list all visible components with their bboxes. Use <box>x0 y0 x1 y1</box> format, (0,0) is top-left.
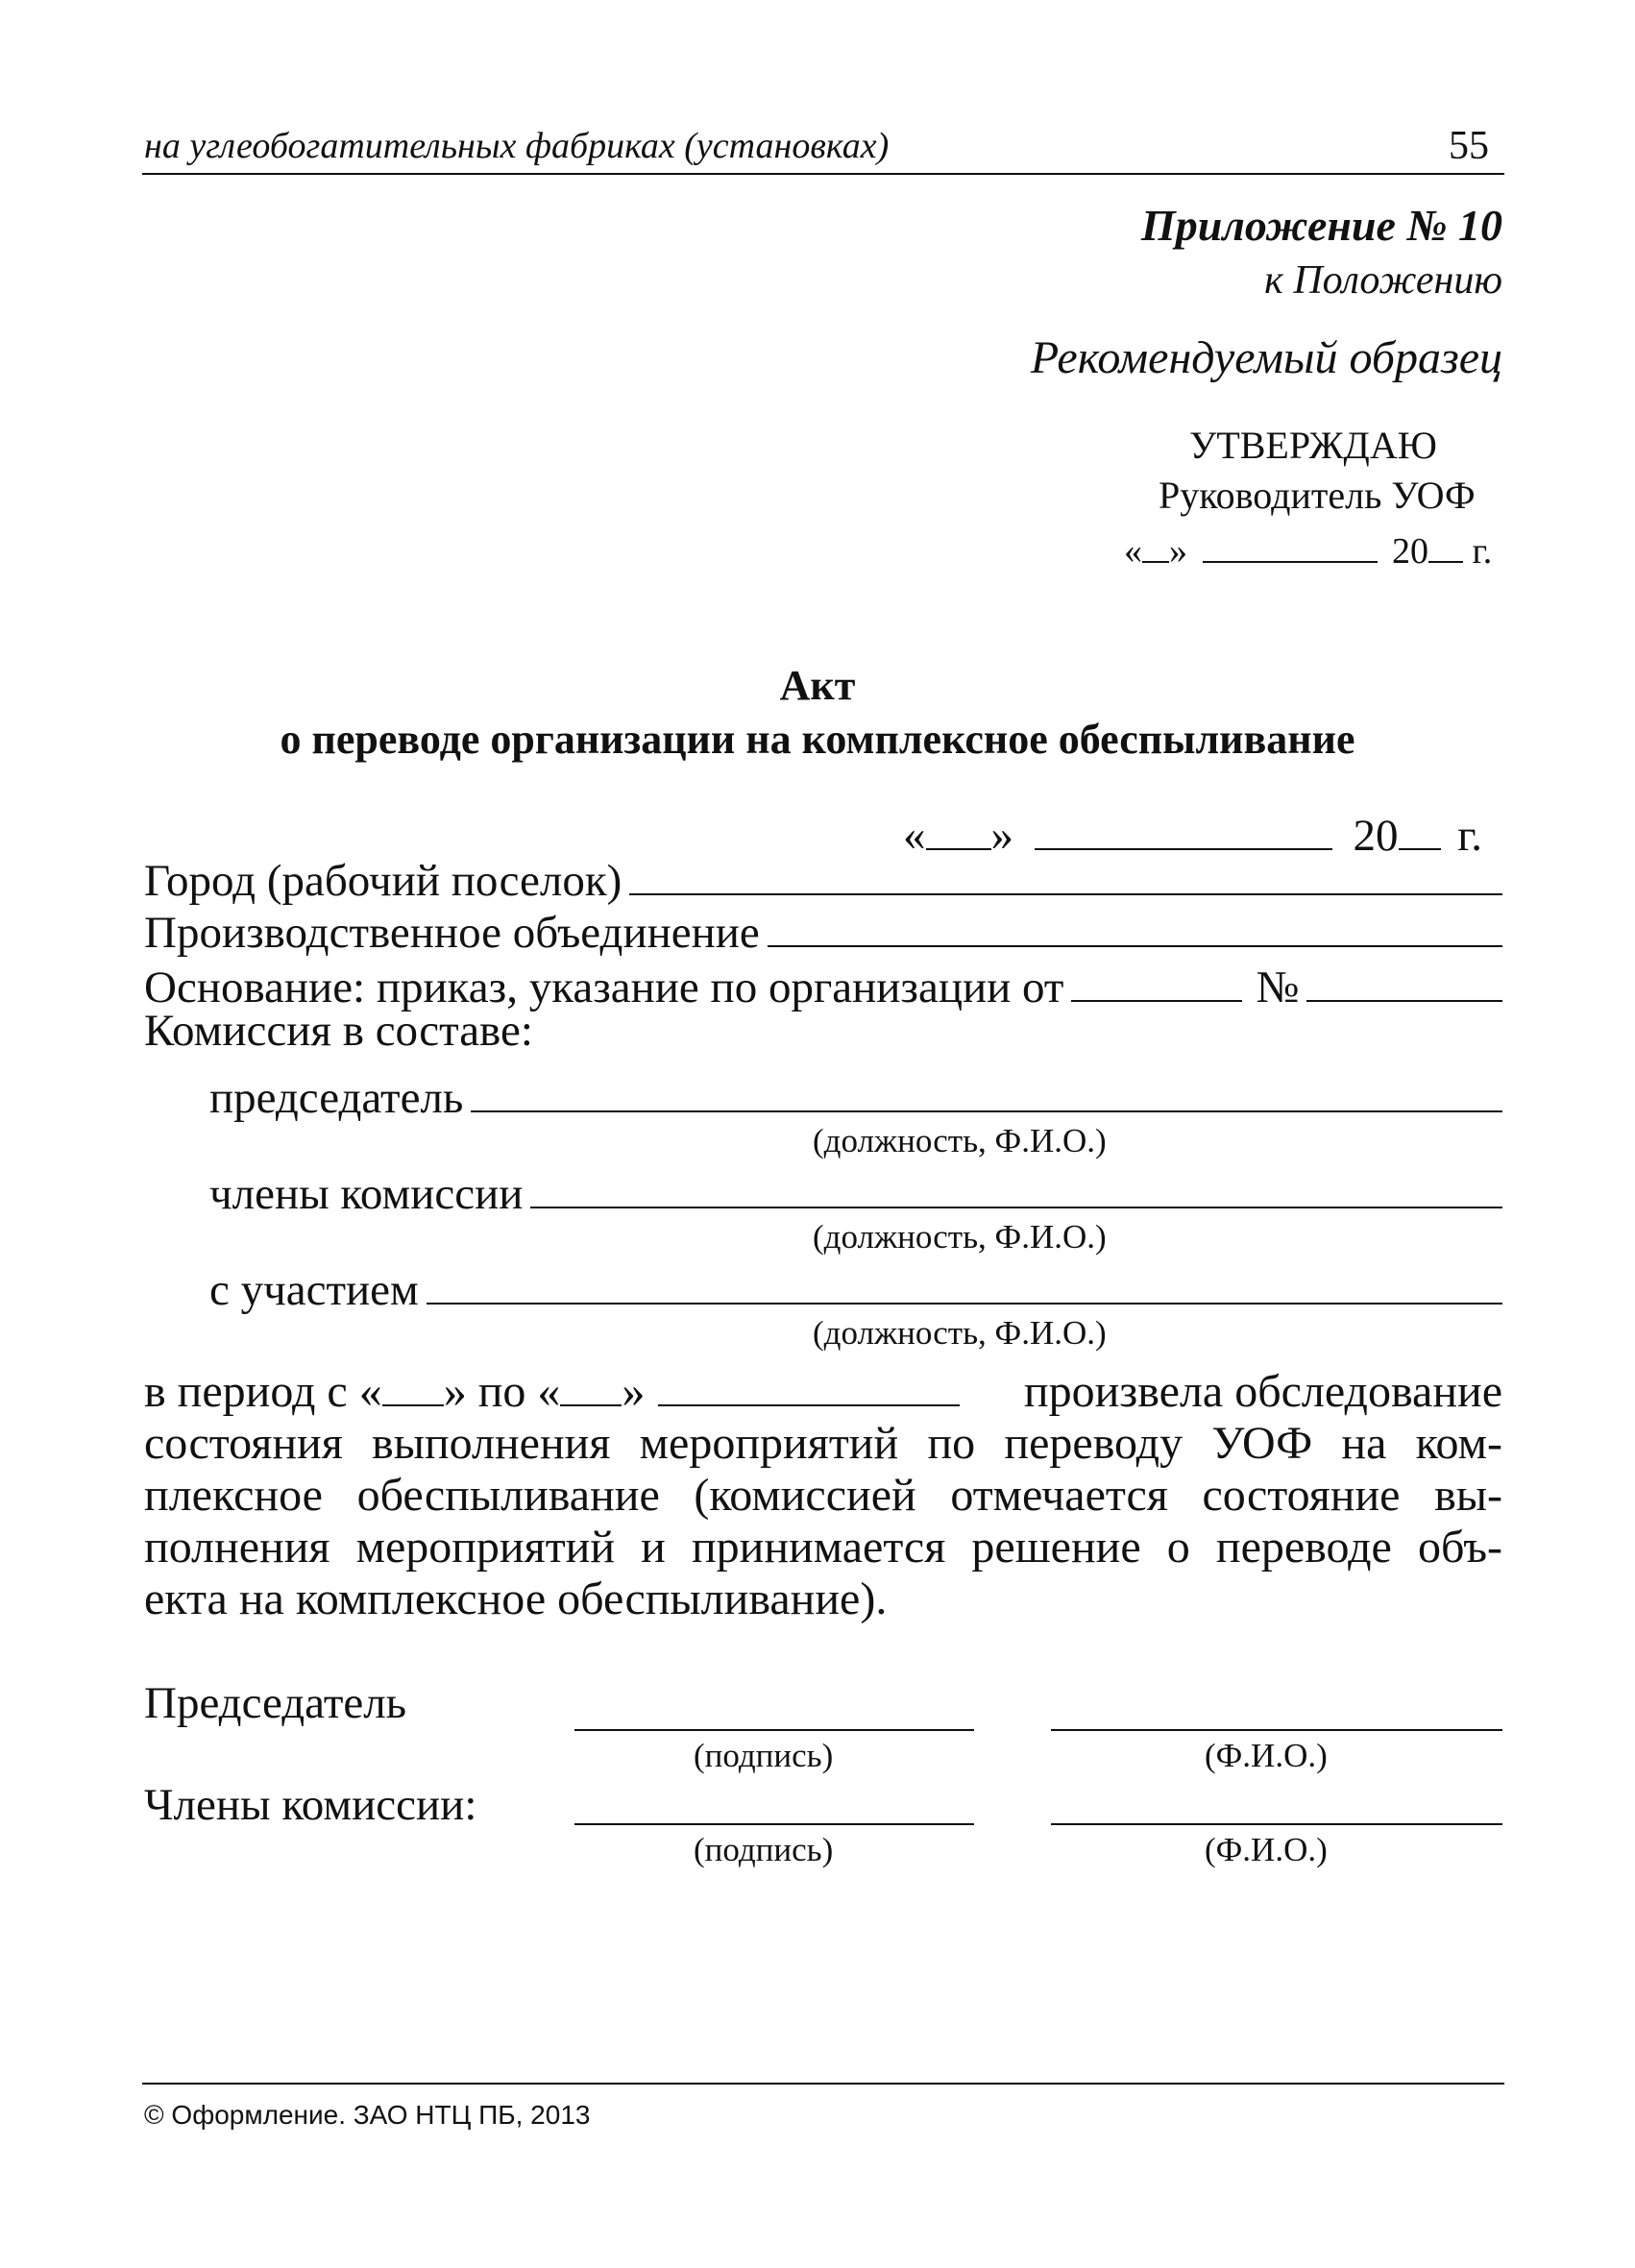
period-start-blank <box>382 1360 444 1406</box>
approval-quote-close: » <box>1169 531 1187 573</box>
basis-date-blank <box>1071 957 1242 1002</box>
chairman-name-caption: (Ф.И.О.) <box>1205 1737 1328 1774</box>
members-caption: (должность, Ф.И.О.) <box>813 1218 1107 1256</box>
approval-year-blank <box>1428 526 1463 563</box>
paragraph-line-3: плексное обеспыливание (комиссией отмечается состояние вы- <box>144 1469 1502 1521</box>
chairman-signature-caption: (подпись) <box>694 1737 834 1774</box>
city-label: Город (рабочий поселок) <box>144 856 622 907</box>
approval-role: Руководитель УОФ <box>1159 474 1476 517</box>
period-mid: » по « <box>443 1365 561 1417</box>
chairman-blank <box>471 1070 1502 1112</box>
participation-caption: (должность, Ф.И.О.) <box>813 1314 1107 1352</box>
date-year-blank <box>1399 805 1441 850</box>
appendix-subtitle: к Положению <box>1264 258 1502 303</box>
signature-chairman-label: Председатель <box>144 1678 407 1728</box>
date-year-suffix: г. <box>1457 810 1482 861</box>
commission-label: Комиссия в составе: <box>144 1006 533 1056</box>
approval-year-prefix: 20 <box>1392 531 1428 573</box>
period-month-blank <box>658 1360 960 1406</box>
association-blank <box>768 905 1502 947</box>
period-end-blank <box>560 1360 622 1406</box>
approval-quote-open: « <box>1124 531 1142 573</box>
members-signature-line <box>574 1823 974 1825</box>
chairman-name-line <box>1051 1729 1502 1731</box>
participation-field <box>209 1262 1502 1316</box>
header-rule <box>142 173 1504 175</box>
approval-day-blank <box>1142 526 1169 563</box>
participation-blank <box>427 1262 1502 1305</box>
period-tail: произвела обследование <box>1023 1365 1502 1417</box>
act-title: Акт <box>779 662 856 709</box>
chairman-label: председатель <box>209 1073 464 1124</box>
members-field <box>209 1166 1502 1220</box>
running-title: на углеобогатительных фабриках (установках) <box>144 126 890 166</box>
date-year-prefix: 20 <box>1353 810 1399 861</box>
basis-number-sign: № <box>1256 962 1300 1012</box>
city-field <box>144 853 1502 907</box>
date-month-blank <box>1035 805 1332 850</box>
act-subtitle: о переводе организации на комплексное обеспыливание <box>280 716 1355 763</box>
chairman-caption: (должность, Ф.И.О.) <box>813 1122 1107 1159</box>
footer-rule <box>142 2083 1504 2085</box>
members-name-caption: (Ф.И.О.) <box>1205 1831 1328 1868</box>
recommended-sample: Рекомендуемый образец <box>1030 332 1502 383</box>
date-quote-close: » <box>990 810 1013 861</box>
approval-year-suffix: г. <box>1472 531 1493 573</box>
members-label: члены комиссии <box>209 1169 524 1220</box>
basis-label: Основание: приказ, указание по организации от <box>144 962 1064 1012</box>
members-name-line <box>1051 1823 1502 1825</box>
members-blank <box>530 1166 1502 1208</box>
chairman-signature-line <box>574 1729 974 1731</box>
city-blank <box>629 853 1502 895</box>
association-field <box>144 905 1502 959</box>
inspection-paragraph <box>144 1360 1502 1625</box>
paragraph-line-5: екта на комплексное обеспыливание). <box>144 1573 888 1624</box>
members-signature-caption: (подпись) <box>694 1831 834 1868</box>
signature-members-label: Члены комиссии: <box>144 1780 477 1830</box>
association-label: Производственное объединение <box>144 908 760 959</box>
appendix-title: Приложение № 10 <box>1140 201 1502 250</box>
participation-label: с участием <box>209 1265 419 1316</box>
basis-field <box>144 957 1502 1011</box>
approval-date <box>1124 526 1492 573</box>
paragraph-line-2: состояния выполнения мероприятий по переводу УОФ на ком- <box>144 1417 1502 1469</box>
approval-month-blank <box>1203 526 1378 563</box>
date-day-blank <box>926 805 991 850</box>
paragraph-line-4: полнения мероприятий и принимается решение о переводе объ- <box>144 1521 1502 1573</box>
period-close: » <box>622 1365 646 1417</box>
approval-word: УТВЕРЖДАЮ <box>1189 424 1437 467</box>
basis-number-blank <box>1306 959 1502 1001</box>
date-quote-open: « <box>903 810 926 861</box>
footer-copyright: © Оформление. ЗАО НТЦ ПБ, 2013 <box>144 2100 591 2130</box>
period-prefix: в период с « <box>144 1365 382 1417</box>
paragraph-line-1 <box>144 1360 1502 1418</box>
commission-heading <box>144 1006 1502 1056</box>
page-number: 55 <box>1449 124 1489 168</box>
chairman-field <box>209 1070 1502 1124</box>
